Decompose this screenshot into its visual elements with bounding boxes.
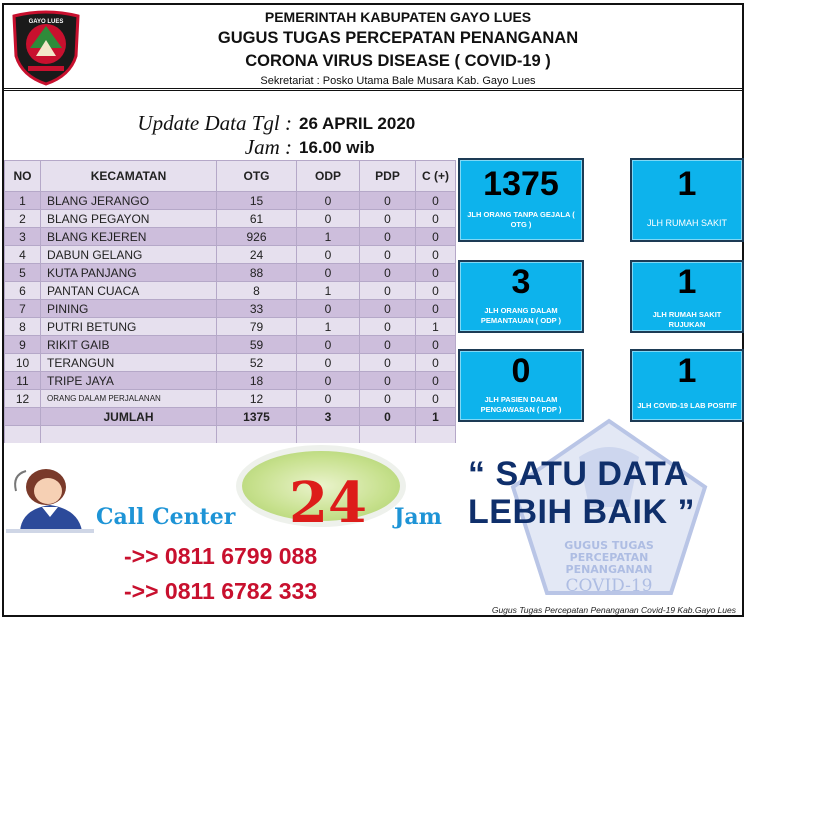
svg-text:COVID-19: COVID-19 [565, 576, 653, 596]
call-center-banner [4, 443, 459, 613]
slogan [468, 455, 695, 531]
table-row: 2 BLANG PEGAYON 61 0 0 0 [5, 210, 456, 228]
phone-number-1[interactable]: ->> 0811 6799 088 [124, 543, 318, 569]
secretariat-address: Sekretariat : Posko Utama Bale Musara Kab. Gayo Lues [260, 75, 536, 87]
table-row: 1 BLANG JERANGO 15 0 0 0 [5, 192, 456, 210]
table-row: 9 RIKIT GAIB 59 0 0 0 [5, 336, 456, 354]
task-force-title: GUGUS TUGAS PERCEPATAN PENANGANAN [217, 29, 579, 47]
svg-text:PENANGANAN: PENANGANAN [565, 563, 653, 576]
col-no: NO [5, 161, 41, 192]
card-lab-positive: 1 JLH COVID-19 LAB POSITIF [630, 349, 744, 422]
table-row: 12 ORANG DALAM PERJALANAN 12 0 0 0 [5, 390, 456, 408]
svg-text:GAYO LUES: GAYO LUES [28, 19, 64, 25]
update-date-value: 26 APRIL 2020 [299, 114, 416, 133]
card-odp: 3 JLH ORANG DALAM PEMANTAUAN ( ODP ) [458, 260, 584, 333]
table-blank-row [5, 426, 456, 444]
card-otg: 1375 JLH ORANG TANPA GEJALA ( OTG ) [458, 158, 584, 242]
report-header [4, 5, 742, 91]
covid-report-panel [2, 3, 744, 617]
phone-number-2[interactable]: ->> 0811 6782 333 [124, 578, 318, 604]
card-referral-hospital: 1 JLH RUMAH SAKIT RUJUKAN [630, 260, 744, 333]
col-c-positive: C (+) [416, 161, 456, 192]
table-row: 8 PUTRI BETUNG 79 1 0 1 [5, 318, 456, 336]
update-time-label: Jam : [244, 135, 292, 159]
disease-title: CORONA VIRUS DISEASE ( COVID-19 ) [245, 52, 551, 70]
svg-text:GUGUS TUGAS: GUGUS TUGAS [564, 539, 654, 552]
call-center-agent-icon [6, 465, 94, 535]
update-time-value: 16.00 wib [299, 138, 375, 157]
government-title: PEMERINTAH KABUPATEN GAYO LUES [264, 9, 532, 25]
table-row: 4 DABUN GELANG 24 0 0 0 [5, 246, 456, 264]
col-pdp: PDP [360, 161, 416, 192]
card-hospital: 1 JLH RUMAH SAKIT [630, 158, 744, 242]
slogan-line-2: LEBIH BAIK ” [468, 493, 695, 531]
district-data-table [4, 160, 456, 444]
call-center-label: Call Center [96, 504, 236, 530]
col-otg: OTG [217, 161, 297, 192]
table-header-row [5, 161, 456, 192]
footer-note: Gugus Tugas Percepatan Penanganan Covid-19 Kab.Gayo Lues [491, 605, 736, 615]
table-row: 7 PINING 33 0 0 0 [5, 300, 456, 318]
card-pdp: 0 JLH PASIEN DALAM PENGAWASAN ( PDP ) [458, 349, 584, 422]
svg-text:PERCEPATAN: PERCEPATAN [569, 551, 649, 564]
table-row: 5 KUTA PANJANG 88 0 0 0 [5, 264, 456, 282]
table-row: 6 PANTAN CUACA 8 1 0 0 [5, 282, 456, 300]
update-info [4, 111, 742, 161]
col-kecamatan: KECAMATAN [41, 161, 217, 192]
call-center-jam: Jam [394, 504, 442, 530]
table-total-row: JUMLAH 1375 3 0 1 [5, 408, 456, 426]
table-row: 11 TRIPE JAYA 18 0 0 0 [5, 372, 456, 390]
call-center-24: 24 [289, 470, 367, 536]
table-row: 10 TERANGUN 52 0 0 0 [5, 354, 456, 372]
update-date-label: Update Data Tgl : [137, 111, 292, 135]
col-odp: ODP [297, 161, 360, 192]
slogan-line-1: “ SATU DATA [468, 455, 689, 493]
table-row: 3 BLANG KEJEREN 926 1 0 0 [5, 228, 456, 246]
